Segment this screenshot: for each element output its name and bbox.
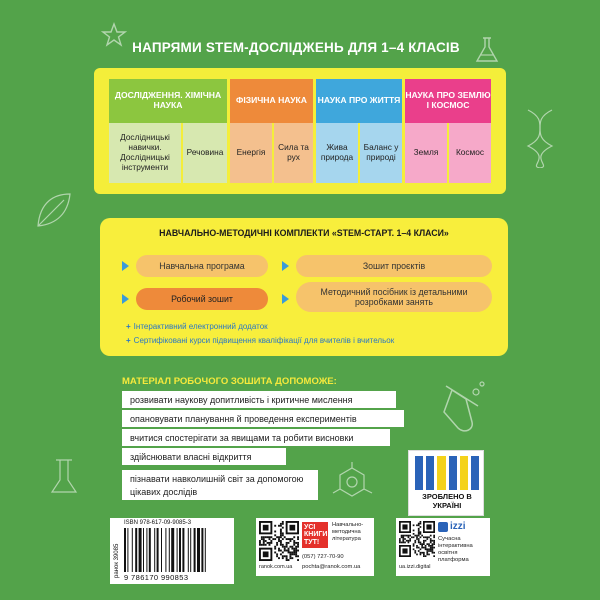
kit-extra: + Сертифіковані курси підвищення кваліфікації для вчителів і вчительок <box>126 336 395 345</box>
made-in-label: ЗРОБЛЕНО В УКРАЇНІ <box>422 492 472 510</box>
izzi-description: Сучасна інтерактивна освітня платформа <box>438 536 473 563</box>
barcode-bar <box>135 528 137 572</box>
leaf-doodle-icon <box>34 190 74 230</box>
barcode-bar <box>165 528 166 572</box>
kit-item: Навчальна програма <box>136 255 268 277</box>
page-title: НАПРЯМИ STEM-ДОСЛІДЖЕНЬ ДЛЯ 1–4 КЛАСІВ <box>132 40 460 55</box>
direction-item: Сила та рух <box>274 123 313 183</box>
barcode-bar <box>190 528 191 572</box>
barcode-bar <box>124 528 126 572</box>
barcode-bar <box>154 528 155 572</box>
publisher-site: ranok.com.ua <box>259 564 293 570</box>
arrow-icon <box>122 261 129 271</box>
barcode-bar <box>127 528 128 572</box>
barcode-bar <box>143 528 144 572</box>
barcode-bar <box>146 528 147 572</box>
barcode-side-text <box>111 522 121 580</box>
ukraine-stripes-icon <box>415 456 479 490</box>
izzi-block <box>396 518 490 576</box>
kits-title: НАВЧАЛЬНО-МЕТОДИЧНІ КОМПЛЕКТИ «STEM-СТАРТ. 1–4 КЛАСИ» <box>159 228 449 238</box>
flask-drawing-icon <box>438 380 488 436</box>
arrow-icon <box>282 294 289 304</box>
material-item: вчитися спостерігати за явищами та робити висновки <box>122 429 390 446</box>
molecule-doodle-icon <box>330 460 374 504</box>
isbn: ISBN 978-617-09-9085-3 <box>124 520 192 526</box>
svg-text:ранок 39085: ранок 39085 <box>114 543 120 578</box>
direction-item: Космос <box>449 123 491 183</box>
barcode-bar <box>182 528 184 572</box>
kit-item: Робочий зошит <box>136 288 268 310</box>
barcode-block <box>110 518 234 584</box>
direction-header-life: НАУКА ПРО ЖИТТЯ <box>316 79 402 123</box>
barcode-bar <box>188 528 189 572</box>
barcode-bar <box>149 528 151 572</box>
dna-doodle-icon <box>520 108 560 168</box>
direction-item: Дослідницькі навички. Дослідницькі інструменти <box>109 123 181 183</box>
tube-doodle-icon <box>46 456 82 496</box>
qr-code-icon <box>399 521 435 557</box>
material-item: опановувати планування й проведення експериментів <box>122 410 404 427</box>
direction-header-chemistry: ДОСЛІДЖЕННЯ. ХІМІЧНА НАУКА <box>109 79 227 123</box>
material-item: пізнавати навколишній світ за допомогою цікавих дослідів <box>122 470 318 500</box>
barcode-bar <box>201 528 203 572</box>
direction-item: Жива природа <box>316 123 358 183</box>
barcode-bar <box>157 528 159 572</box>
barcode-bar <box>205 528 206 572</box>
izzi-logo-icon <box>438 522 448 532</box>
kits-block <box>100 218 508 356</box>
barcode-bar <box>177 528 178 572</box>
publisher-block <box>256 518 374 576</box>
barcode-bar <box>139 528 142 572</box>
material-item: здійснювати власні відкриття <box>122 448 286 465</box>
direction-item: Речовина <box>183 123 227 183</box>
qr-code-icon <box>259 521 299 561</box>
barcode-bar <box>169 528 170 572</box>
direction-item: Земля <box>405 123 447 183</box>
izzi-logo: izzi <box>438 521 466 533</box>
barcode-icon <box>124 528 228 572</box>
kit-extra: + Інтерактивний електронний додаток <box>126 322 268 331</box>
arrow-icon <box>122 294 129 304</box>
izzi-site: ua.izzi.digital <box>399 564 431 570</box>
arrow-icon <box>282 261 289 271</box>
material-item: розвивати наукову допитливість і критичне мислення <box>122 391 396 408</box>
barcode-bar <box>161 528 162 572</box>
barcode-bar <box>197 528 200 572</box>
barcode-bar <box>132 528 133 572</box>
made-in-ukraine-badge <box>408 450 484 516</box>
kit-item: Зошит проєктів <box>296 255 492 277</box>
barcode-bar <box>194 528 196 572</box>
publisher-slogan: УСІ КНИГИ ТУТ! <box>302 522 328 548</box>
barcode-bar <box>179 528 181 572</box>
direction-header-earth: НАУКА ПРО ЗЕМЛЮ І КОСМОС <box>405 79 491 123</box>
publisher-email: pochta@ranok.com.ua <box>302 564 361 570</box>
kit-item: Методичний посібник із детальними розробками занять <box>296 282 492 312</box>
material-title: МАТЕРІАЛ РОБОЧОГО ЗОШИТА ДОПОМОЖЕ: <box>122 376 337 387</box>
publisher-phone: (057) 727-70-90 <box>302 554 344 560</box>
direction-item: Енергія <box>230 123 272 183</box>
barcode-number: 9 786170 990853 <box>124 573 189 582</box>
barcode-bar <box>171 528 174 572</box>
directions-table <box>94 68 506 194</box>
publisher-type: Навчально-методична література <box>332 522 364 542</box>
direction-item: Баланс у природі <box>360 123 402 183</box>
direction-header-physics: ФІЗИЧНА НАУКА <box>230 79 313 123</box>
